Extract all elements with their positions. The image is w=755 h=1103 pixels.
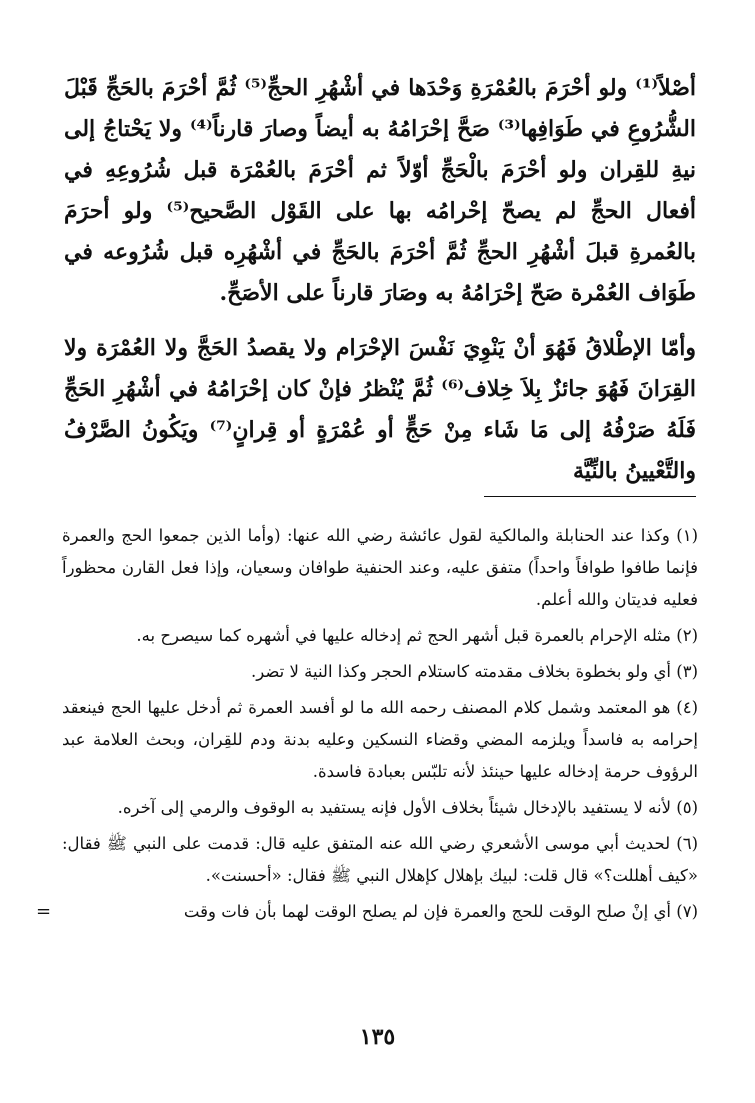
footnote: (٧) أي إنْ صلح الوقت للحج والعمرة فإن لم يصلح الوقت لهما بأن فات وقت xyxy=(183,902,698,921)
page-number: ١٣٥ xyxy=(359,1024,396,1050)
footnote: (٦) لحديث أبي موسى الأشعري رضي الله عنه المتفق عليه قال: قدمت على النبي ﷺ فقال: «كيف أهللت؟» قال قلت: لبيك بإهلال كإهلال النبي ﷺ فقال: «أحسنت». xyxy=(62,834,698,885)
footnote: (٥) لأنه لا يستفيد بالإدخال شيئاً بخلاف الأول فإنه يستفيد به الوقوف والرمي إلى آخره. xyxy=(117,798,698,817)
footnote: (٤) هو المعتمد وشمل كلام المصنف رحمه الله ما لو أفسد العمرة ثم أدخل عليها الحج فينعقد إحرامه به فاسداً ويلزمه المضي وقضاء النسكين وعليه بدنة ودم للقِران، وبحث العلامة عبد الرؤوف حرمة إدخاله عليها حينئذ لأنه تلبّس بعبادة فاسدة. xyxy=(62,698,698,781)
main-paragraph: وأمّا الإطْلاقُ فَهُوَ أنْ يَنْوِيَ نَفْسَ الإحْرَام ولا يقصدُ الحَجَّ ولا العُمْرَة ولا القِرَانَ فَهُوَ جائزٌ بِلاَ خِلاف⁽⁶⁾ ثُمَّ يُنْظرُ فإنْ كان إحْرَامُهُ في أشْهُرِ الحَجِّ فَلَهُ صَرْفُهُ إلى مَا شَاء مِنْ حَجٍّ أو عُمْرَةٍ أو قِرانٍ⁽⁷⁾ ويَكُونُ الصَّرْفُ والتَّعْيينُ بالنِّيَّة xyxy=(64,335,696,484)
footnotes xyxy=(36,520,698,932)
main-paragraph: أصْلاً⁽¹⁾ ولو أحْرَمَ بالعُمْرَةِ وَحْدَها في أشْهُرِ الحجِّ⁽⁵⁾ ثُمَّ أحْرَمَ بالحَجِّ قَبْلَ الشُّرُوعِ في طَوَافِها⁽³⁾ صَحَّ إحْرَامُهُ به أيضاً وصارَ قارناً⁽⁴⁾ ولا يَحْتاجُ إلى نيةِ للقِران ولو أحْرَمَ بالْحَجِّ أوّلاً ثم أحْرَمَ بالعُمْرَة قبل شُرُوعِهِ في أفعال الحجِّ لم يصحّ إحْرامُه بها على القَوْل الصَّحيح⁽⁵⁾ ولو أحرَمَ بالعُمرةِ قبلَ أشْهُرِ الحجِّ ثُمَّ أحْرَمَ بالحَجِّ في أشْهُرِه قبل شُرُوعه في طَوَاف العُمْرة صَحّ إحْرَامُهُ به وصَارَ قارناً على الأصَحِّ. xyxy=(64,75,696,306)
footnote: (١) وكذا عند الحنابلة والمالكية لقول عائشة رضي الله عنها: (وأما الذين جمعوا الحج والعمرة فإنما طافوا طوافاً واحداً) متفق عليه، وعند الحنفية طوافان وسعيان، وإذا فعل القارن محظوراً فعليه فديتان والله أعلم. xyxy=(62,526,698,609)
footnote-separator xyxy=(484,496,696,497)
footnote-last-wrapper xyxy=(36,896,698,928)
footnote: (٣) أي ولو بخطوة بخلاف مقدمته كاستلام الحجر وكذا النية لا تضر. xyxy=(250,662,698,681)
footnote: (٢) مثله الإحرام بالعمرة قبل أشهر الحج ثم إدخاله عليها في أشهره كما سيصرح به. xyxy=(136,626,698,645)
continuation-mark: = xyxy=(36,901,52,922)
main-text xyxy=(64,68,696,492)
